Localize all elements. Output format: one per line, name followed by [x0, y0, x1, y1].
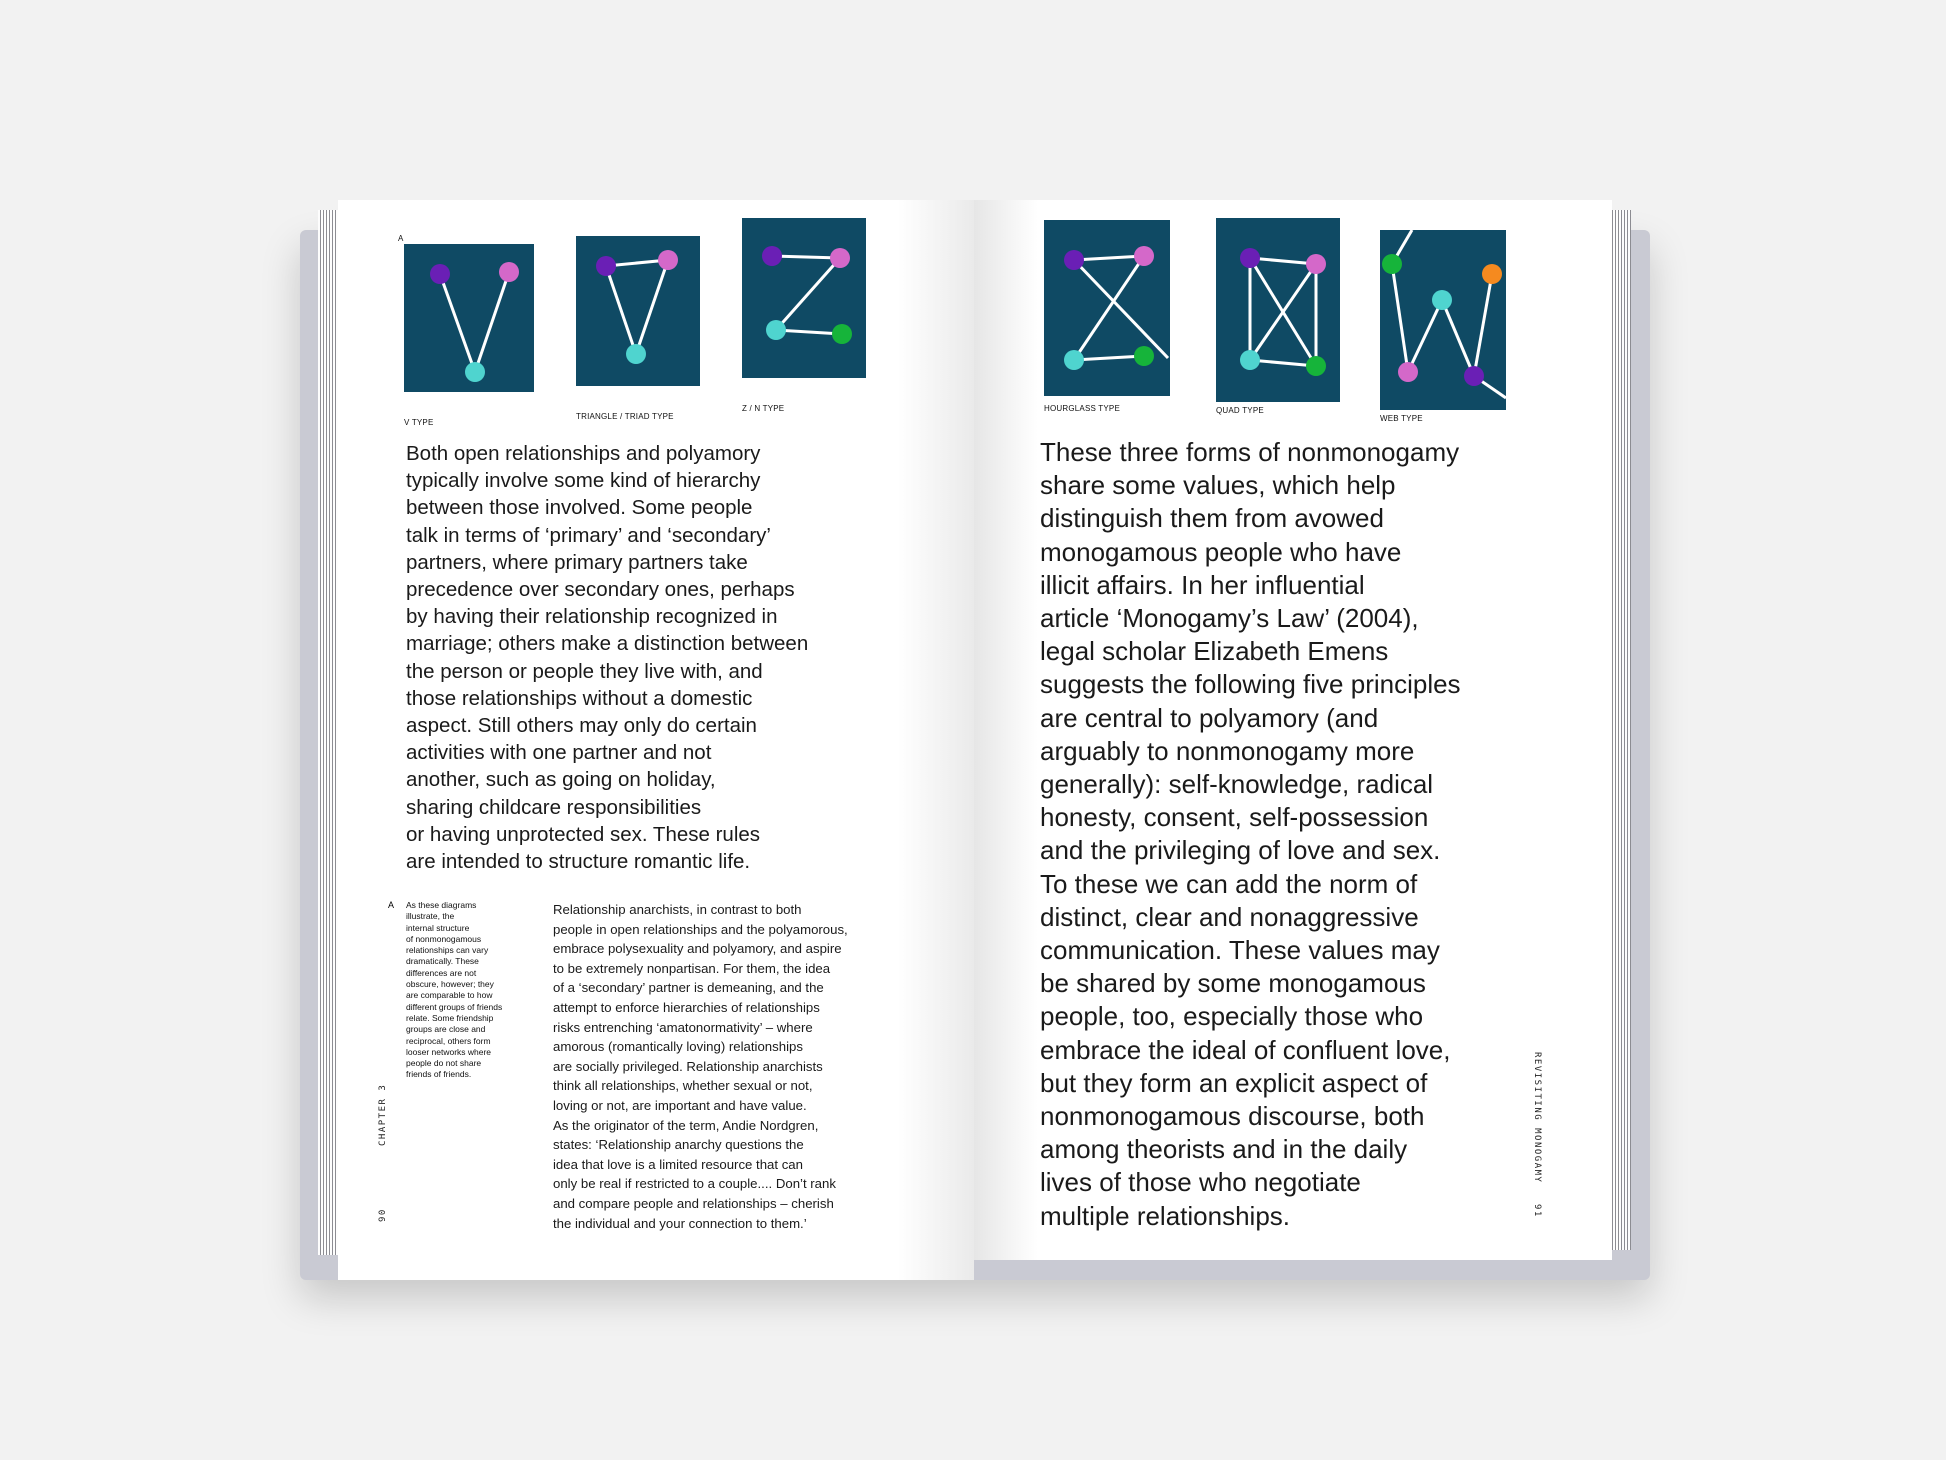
- node-pink: [830, 248, 850, 268]
- node-purple: [1064, 250, 1084, 270]
- caption-v-type: V TYPE: [404, 418, 434, 427]
- body-line: or having unprotected sex. These rules: [406, 822, 761, 846]
- body-line: distinct, clear and nonaggressive: [1040, 901, 1419, 932]
- node-pink: [1306, 254, 1326, 274]
- note-line: obscure, however; they: [406, 979, 494, 990]
- body-line: illicit affairs. In her influential: [1040, 569, 1365, 600]
- note-line: dramatically. These: [406, 956, 479, 967]
- left-body-text: [406, 440, 846, 875]
- body-line: between those involved. Some people: [406, 496, 753, 520]
- v-type-graph: [404, 244, 534, 392]
- side-note: [406, 900, 506, 1081]
- node-teal: [626, 344, 646, 364]
- note-line: internal structure: [406, 922, 470, 933]
- column-line: and compare people and relationships – cherish: [553, 1195, 834, 1211]
- body-line: suggests the following five principles: [1040, 669, 1461, 700]
- caption-hourglass-type: HOURGLASS TYPE: [1044, 404, 1121, 413]
- column-line: think all relationships, whether sexual or not,: [553, 1078, 813, 1094]
- column-line: loving or not, are important and have value.: [553, 1097, 807, 1113]
- body-line: generally): self-knowledge, radical: [1040, 769, 1434, 800]
- body-line: These three forms of nonmonogamy: [1040, 437, 1460, 467]
- body-line: but they form an explicit aspect of: [1040, 1067, 1428, 1098]
- body-line: share some values, which help: [1040, 470, 1396, 501]
- body-line: are central to polyamory (and: [1040, 702, 1379, 733]
- diagram-triangle-type: [576, 236, 700, 386]
- body-line: people, too, especially those who: [1040, 1001, 1424, 1032]
- body-line: honesty, consent, self-possession: [1040, 802, 1429, 833]
- running-head-left: CHAPTER 3: [378, 1083, 388, 1146]
- node-pink: [1398, 362, 1418, 382]
- note-line: people do not share: [406, 1058, 482, 1069]
- node-green: [832, 324, 852, 344]
- right-body-text: [1040, 436, 1560, 1233]
- quad-type-graph: [1216, 218, 1340, 402]
- node-pink: [499, 262, 519, 282]
- note-line: relate. Some friendship: [406, 1012, 494, 1023]
- column-line: states: ‘Relationship anarchy questions the: [553, 1137, 804, 1153]
- note-line: are comparable to how: [406, 990, 493, 1001]
- column-line: amorous (romantically loving) relationships: [553, 1039, 803, 1055]
- note-line: looser networks where: [406, 1046, 492, 1057]
- column-line: are socially privileged. Relationship anarchists: [553, 1058, 823, 1074]
- node-green: [1382, 254, 1402, 274]
- body-line: precedence over secondary ones, perhaps: [406, 578, 795, 602]
- caption-triangle-type: TRIANGLE / TRIAD TYPE: [576, 412, 674, 421]
- body-line: partners, where primary partners take: [406, 550, 748, 574]
- node-purple: [596, 256, 616, 276]
- caption-web-type: WEB TYPE: [1380, 414, 1423, 423]
- note-line: friends of friends.: [406, 1069, 472, 1080]
- diagram-web-type: [1380, 230, 1506, 410]
- diagram-hourglass-type: [1044, 220, 1170, 396]
- body-line: To these we can add the norm of: [1040, 868, 1418, 899]
- node-teal: [1064, 350, 1084, 370]
- left-page: [338, 200, 974, 1280]
- body-line: nonmonogamous discourse, both: [1040, 1101, 1425, 1132]
- node-pink: [1134, 246, 1154, 266]
- body-line: another, such as going on holiday,: [406, 768, 716, 792]
- column-line: As the originator of the term, Andie Nordgren,: [553, 1117, 819, 1133]
- body-line: Both open relationships and polyamory: [406, 442, 761, 465]
- right-page: [974, 200, 1612, 1260]
- node-teal: [465, 362, 485, 382]
- body-line: sharing childcare responsibilities: [406, 795, 702, 819]
- page-number-right: 91: [1532, 1204, 1542, 1218]
- body-line: lives of those who negotiate: [1040, 1167, 1361, 1198]
- body-line: those relationships without a domestic: [406, 686, 753, 710]
- body-line: aspect. Still others may only do certain: [406, 714, 757, 738]
- body-line: monogamous people who have: [1040, 536, 1402, 567]
- column-line: embrace polysexuality and polyamory, and aspire: [553, 941, 842, 957]
- body-line: distinguish them from avowed: [1040, 503, 1384, 534]
- hourglass-type-graph: [1044, 220, 1170, 396]
- column-line: only be real if restricted to a couple.... Don’t rank: [553, 1176, 836, 1192]
- body-line: embrace the ideal of confluent love,: [1040, 1034, 1451, 1065]
- node-green: [1134, 346, 1154, 366]
- body-line: the person or people they live with, and: [406, 659, 763, 683]
- diagram-quad-type: [1216, 218, 1340, 402]
- body-line: typically involve some kind of hierarchy: [406, 469, 761, 493]
- column-line: of a ‘secondary’ partner is demeaning, and the: [553, 980, 824, 996]
- body-line: legal scholar Elizabeth Emens: [1040, 636, 1389, 667]
- body-line: and the privileging of love and sex.: [1040, 835, 1441, 866]
- running-head-right: REVISITING MONOGAMY: [1532, 1052, 1542, 1184]
- node-pink: [658, 250, 678, 270]
- node-purple: [762, 246, 782, 266]
- column-line: idea that love is a limited resource that can: [553, 1156, 803, 1172]
- body-line: talk in terms of ‘primary’ and ‘secondary’: [406, 523, 771, 547]
- column-line: the individual and your connection to them.’: [553, 1215, 807, 1231]
- note-line: relationships can vary: [406, 945, 489, 956]
- column-text: [553, 900, 903, 1233]
- diagram-v-type: [404, 244, 534, 392]
- body-line: multiple relationships.: [1040, 1200, 1291, 1231]
- note-line: differences are not: [406, 967, 477, 978]
- body-line: article ‘Monogamy’s Law’ (2004),: [1040, 603, 1419, 634]
- caption-quad-type: QUAD TYPE: [1216, 406, 1264, 415]
- body-line: be shared by some monogamous: [1040, 968, 1426, 999]
- column-line: risks entrenching ‘amatonormativity’ – where: [553, 1019, 813, 1035]
- body-line: among theorists and in the daily: [1040, 1134, 1408, 1165]
- web-type-graph: [1380, 230, 1506, 410]
- note-line: different groups of friends: [406, 1001, 503, 1012]
- note-letter: A: [388, 900, 395, 910]
- column-line: to be extremely nonpartisan. For them, the idea: [553, 960, 831, 976]
- node-purple: [1464, 366, 1484, 386]
- column-line: attempt to enforce hierarchies of relationships: [553, 999, 820, 1015]
- node-teal: [766, 320, 786, 340]
- node-purple: [1240, 248, 1260, 268]
- column-line: Relationship anarchists, in contrast to both: [553, 902, 802, 917]
- column-line: people in open relationships and the polyamorous,: [553, 921, 848, 937]
- body-line: marriage; others make a distinction between: [406, 632, 809, 656]
- body-line: activities with one partner and not: [406, 741, 712, 765]
- body-line: communication. These values may: [1040, 935, 1440, 966]
- note-line: As these diagrams: [406, 900, 477, 910]
- node-teal: [1240, 350, 1260, 370]
- diagram-z-n-type: [742, 218, 866, 378]
- z-n-type-graph: [742, 218, 866, 378]
- note-line: illustrate, the: [406, 911, 455, 922]
- note-line: of nonmonogamous: [406, 933, 482, 944]
- body-line: by having their relationship recognized in: [406, 605, 778, 629]
- note-line: reciprocal, others form: [406, 1035, 491, 1046]
- node-purple: [430, 264, 450, 284]
- node-orange: [1482, 264, 1502, 284]
- caption-z-n-type: Z / N TYPE: [742, 404, 785, 413]
- triangle-type-graph: [576, 236, 700, 386]
- body-line: arguably to nonmonogamy more: [1040, 735, 1415, 766]
- page-number-left: 90: [378, 1208, 388, 1222]
- body-line: are intended to structure romantic life.: [406, 850, 751, 874]
- node-teal: [1432, 290, 1452, 310]
- figure-letter: A: [398, 234, 404, 243]
- note-line: groups are close and: [406, 1024, 486, 1035]
- node-green: [1306, 356, 1326, 376]
